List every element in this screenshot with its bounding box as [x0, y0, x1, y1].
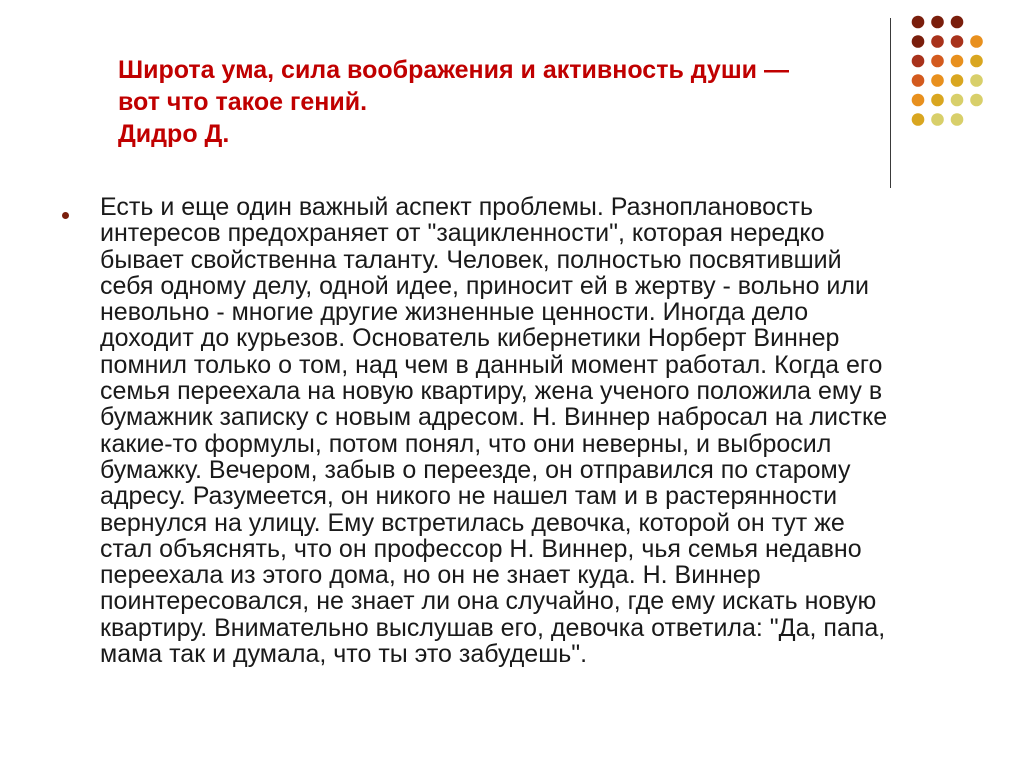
body-line: интересов предохраняет от "зацикленности", которая нередко	[100, 219, 825, 248]
decorative-dot	[912, 16, 925, 29]
decorative-dot	[970, 55, 983, 68]
slide-title	[118, 54, 888, 150]
body-line: вернулся на улицу. Ему встретилась девочка, которой он тут же	[100, 508, 845, 537]
decorative-dot	[912, 74, 925, 87]
decorative-dot	[931, 55, 944, 68]
body-line: какие-то формулы, потом понял, что они неверны, и выбросил	[100, 429, 832, 458]
decorative-dot	[931, 94, 944, 107]
decorative-dot	[912, 94, 925, 107]
decorative-dot	[951, 94, 964, 107]
body-line: доходит до курьезов. Основатель кибернетики Норберт Виннер	[100, 324, 840, 353]
bullet-dot	[62, 212, 69, 219]
title-author: Дидро Д.	[118, 120, 230, 148]
body-line: помнил только о том, над чем в данный момент работал. Когда его	[100, 350, 883, 379]
decorative-dot	[951, 16, 964, 29]
decorative-dot	[931, 35, 944, 48]
body-line: себя одному делу, одной идее, приносит ей в жертву - вольно или	[100, 271, 869, 300]
body-line: поинтересовался, не знает ли она случайно, где ему искать новую	[100, 587, 877, 616]
body-line: бумажник записку с новым адресом. Н. Виннер набросал на листке	[100, 403, 888, 432]
decorative-dot	[912, 55, 925, 68]
body-line: Есть и еще один важный аспект проблемы. Разноплановость	[100, 193, 814, 221]
decorative-dot	[931, 16, 944, 29]
body-line: невольно - многие другие жизненные ценности. Иногда дело	[100, 298, 809, 327]
decorative-dot	[912, 113, 925, 126]
decorative-dot	[931, 113, 944, 126]
decorative-dot	[951, 55, 964, 68]
title-line: вот что такое гений.	[118, 88, 368, 116]
body-line: переехала из этого дома, но он не знает куда. Н. Виннер	[100, 561, 761, 590]
body-line: бумажку. Вечером, забыв о переезде, он отправился по старому	[100, 455, 851, 484]
decorative-dot	[912, 35, 925, 48]
body-paragraph	[100, 194, 980, 667]
decorative-dot	[970, 35, 983, 48]
decorative-dot	[970, 94, 983, 107]
divider-line	[890, 18, 891, 188]
body-line: квартиру. Внимательно выслушав его, девочка ответила: "Да, папа,	[100, 613, 886, 642]
decorative-dot	[970, 74, 983, 87]
body-line: адресу. Разумеется, он никого не нашел там и в растерянности	[100, 482, 838, 511]
body-line: мама так и думала, что ты это забудешь".	[100, 640, 588, 669]
title-line: Широта ума, сила воображения и активность души —	[118, 56, 789, 84]
decorative-dot	[951, 74, 964, 87]
decorative-dot	[951, 35, 964, 48]
body-line: стал объяснять, что он профессор Н. Виннер, чья семья недавно	[100, 534, 862, 563]
decorative-dot	[931, 74, 944, 87]
body-line: бывает свойственна таланту. Человек, полностью посвятивший	[100, 245, 842, 274]
decorative-dot	[951, 113, 964, 126]
body-line: семья переехала на новую квартиру, жена ученого положила ему в	[100, 377, 883, 406]
